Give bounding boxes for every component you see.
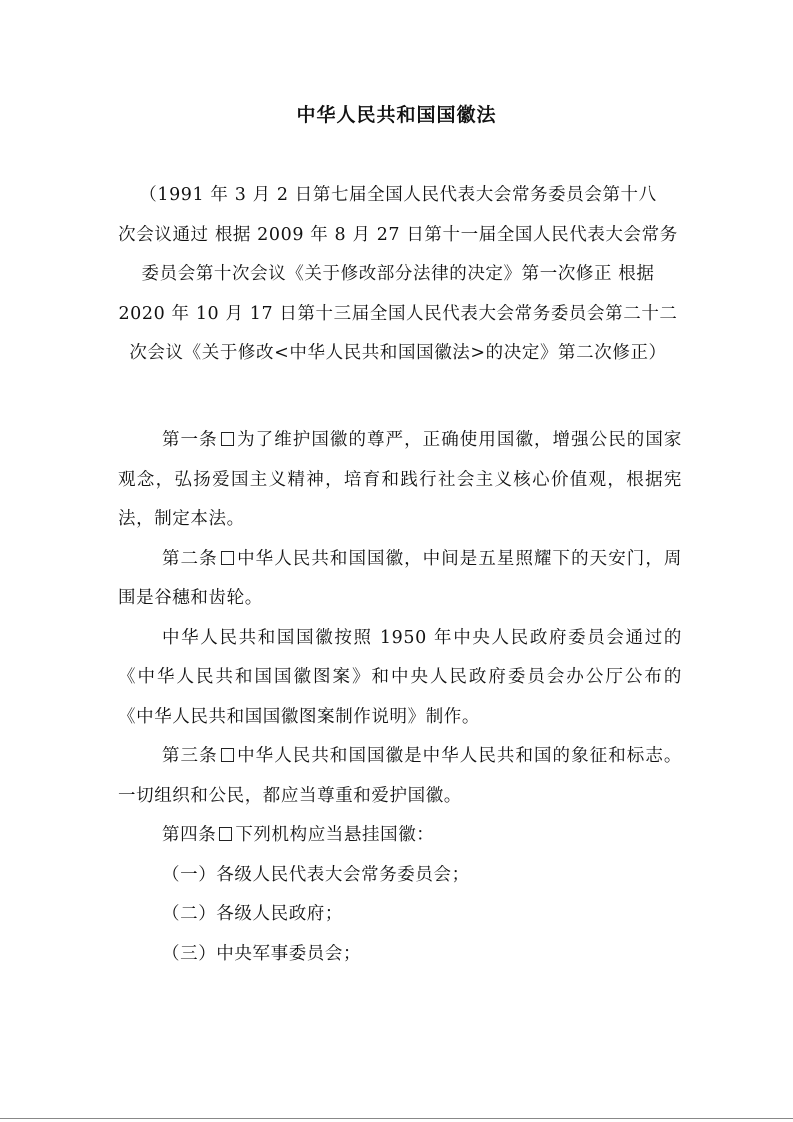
paragraph-line — [118, 935, 682, 975]
preamble-line: 次会议《关于修改<中华人民共和国国徽法>的决定》第二次修正） — [129, 343, 667, 363]
line-text: 法，制定本法。 — [118, 509, 245, 529]
line-text: 围是谷穗和齿轮。 — [118, 588, 263, 608]
paragraph-line — [118, 895, 682, 935]
paragraph-line — [118, 421, 682, 461]
paragraph — [118, 856, 682, 896]
paragraph-line — [118, 540, 682, 580]
paragraph-line — [118, 856, 682, 896]
line-text: 《中华人民共和国国徽图案制作说明》制作。 — [118, 706, 480, 727]
placeholder-box-icon — [221, 551, 234, 565]
paragraph-line — [118, 619, 682, 659]
paragraph-line — [118, 500, 682, 540]
paragraph — [118, 421, 682, 540]
paragraph — [118, 737, 682, 816]
article-label: 第三条 — [162, 746, 218, 766]
page-bottom-border — [0, 1118, 793, 1119]
article-label: 第二条 — [162, 548, 218, 569]
paragraph-line — [118, 737, 682, 777]
line-text: 中华人民共和国国徽是中华人民共和国的象征和标志。 — [236, 746, 682, 766]
paragraph — [118, 540, 682, 619]
preamble-line: 委员会第十次会议《关于修改部分法律的决定》第一次修正 根据 — [141, 264, 655, 284]
placeholder-box-icon — [219, 827, 232, 841]
placeholder-box-icon — [221, 432, 234, 446]
paragraph — [118, 895, 682, 935]
preamble-line: （1991 年 3 月 2 日第七届全国人民代表大会常务委员会第十八 — [139, 185, 657, 205]
article-label: 第四条 — [162, 825, 217, 845]
paragraph — [118, 935, 682, 975]
placeholder-box-icon — [221, 748, 234, 762]
paragraph — [118, 816, 682, 856]
line-text: 为了维护国徽的尊严，正确使用国徽，增强公民的国家 — [236, 430, 682, 450]
line-text: （三）中央军事委员会； — [162, 943, 362, 964]
line-text: 中华人民共和国国徽按照 1950 年中央人民政府委员会通过的 — [162, 627, 682, 648]
line-text: 观念，弘扬爱国主义精神，培育和践行社会主义核心价值观，根据宪 — [118, 469, 682, 490]
preamble-line: 次会议通过 根据 2009 年 8 月 27 日第十一届全国人民代表大会常务 — [118, 224, 678, 245]
line-text: （二）各级人民政府； — [162, 904, 343, 924]
preamble-line: 2020 年 10 月 17 日第十三届全国人民代表大会常务委员会第二十二 — [118, 303, 678, 324]
paragraph-line — [118, 461, 682, 501]
paragraph-line — [118, 658, 682, 698]
article-label: 第一条 — [162, 430, 218, 450]
line-text: 中华人民共和国国徽，中间是五星照耀下的天安门，周 — [236, 548, 682, 569]
paragraph-line — [118, 698, 682, 738]
document-title: 中华人民共和国国徽法 — [296, 104, 497, 126]
preamble — [118, 176, 678, 374]
document-body — [118, 421, 682, 974]
paragraph-line — [118, 579, 682, 619]
paragraph-line — [118, 777, 682, 817]
line-text: 一切组织和公民，都应当尊重和爱护国徽。 — [118, 785, 462, 806]
line-text: 下列机构应当悬挂国徽： — [235, 825, 435, 845]
paragraph-line — [118, 816, 682, 856]
line-text: （一）各级人民代表大会常务委员会； — [162, 864, 470, 885]
paragraph — [118, 619, 682, 738]
line-text: 《中华人民共和国国徽图案》和中央人民政府委员会办公厅公布的 — [118, 667, 682, 687]
